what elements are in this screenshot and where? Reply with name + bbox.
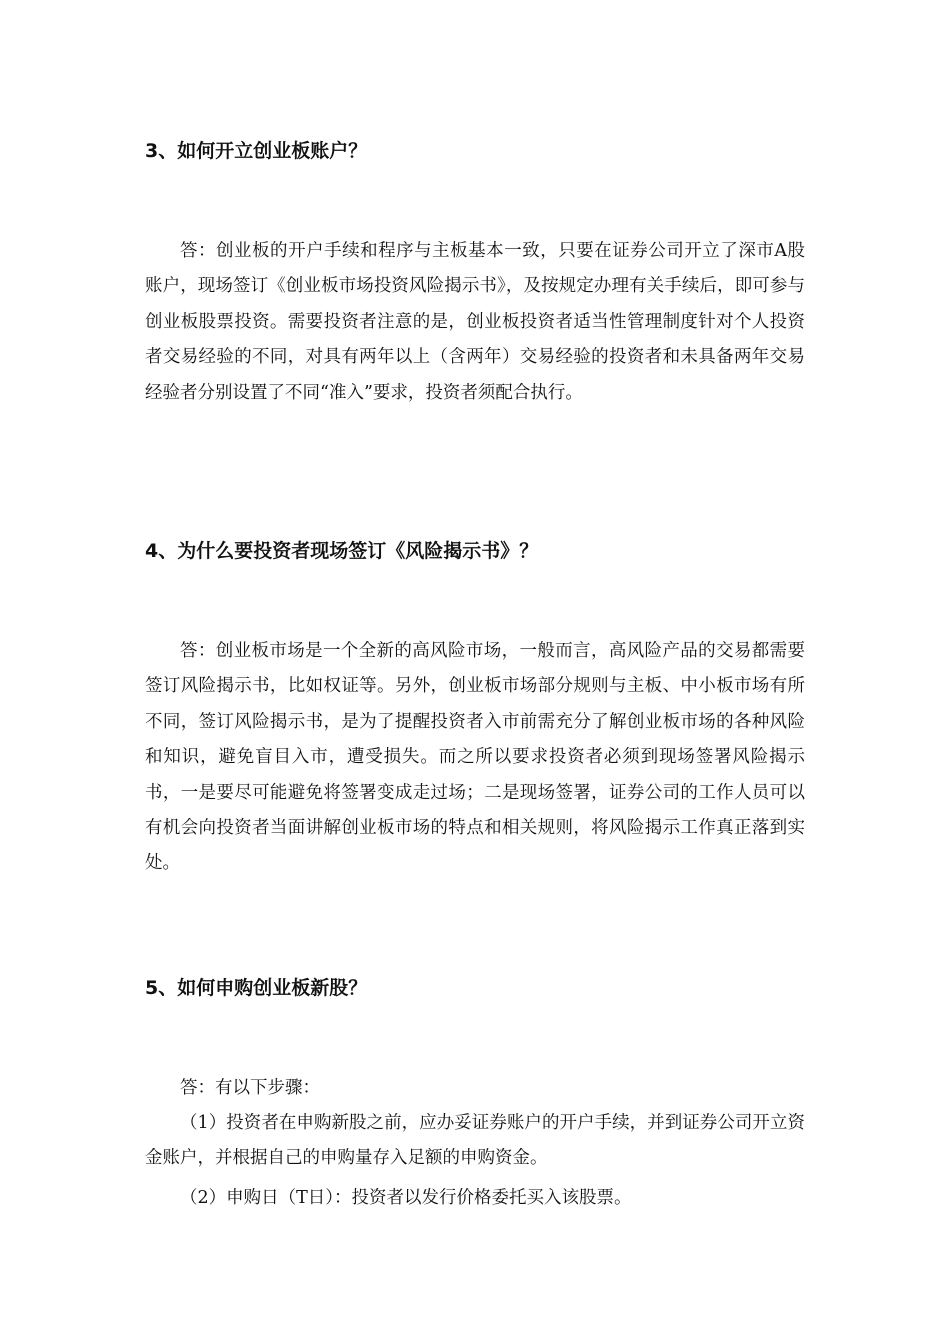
section-3-answer: 答：创业板的开户手续和程序与主板基本一致，只要在证券公司开立了深市A股账户，现场签订《创业板市场投资风险揭示书》，及按规定办理有关手续后，即可参与创业板股票投资。需要投资者注意的是，创业板投资者适当性管理制度针对个人投资者交易经验的不同，对具有两年以上（含两年）交易经验的投资者和未具备两年交易经验者分别设置了不同“准入”要求，投资者须配合执行。 bbox=[145, 241, 805, 403]
section-5-answer-intro: 答：有以下步骤： bbox=[180, 1078, 320, 1098]
section-4-answer: 答：创业板市场是一个全新的高风险市场，一般而言，高风险产品的交易都需要签订风险揭示书，比如权证等。另外，创业板市场部分规则与主板、中小板市场有所不同，签订风险揭示书，是为了提醒投资者入市前需充分了解创业板市场的各种风险和知识，避免盲目入市，遭受损失。而之所以要求投资者必须到现场签署风险揭示书，一是要尽可能避免将签署变成走过场；二是现场签署，证券公司的工作人员可以有机会向投资者当面讲解创业板市场的特点和相关规则，将风险揭示工作真正落到实处。 bbox=[145, 641, 805, 874]
section-3-heading: 3、如何开立创业板账户？ bbox=[145, 140, 368, 162]
section-5-step-1: （1）投资者在申购新股之前，应办妥证券账户的开户手续，并到证券公司开立资金账户，并根据自己的申购量存入足额的申购资金。 bbox=[145, 1113, 805, 1169]
section-5-heading: 5、如何申购创业板新股？ bbox=[145, 977, 368, 999]
section-4-heading: 4、为什么要投资者现场签订《风险揭示书》？ bbox=[145, 540, 539, 562]
section-5-step-2: （2）申购日（T日）：投资者以发行价格委托买入该股票。 bbox=[180, 1188, 632, 1208]
